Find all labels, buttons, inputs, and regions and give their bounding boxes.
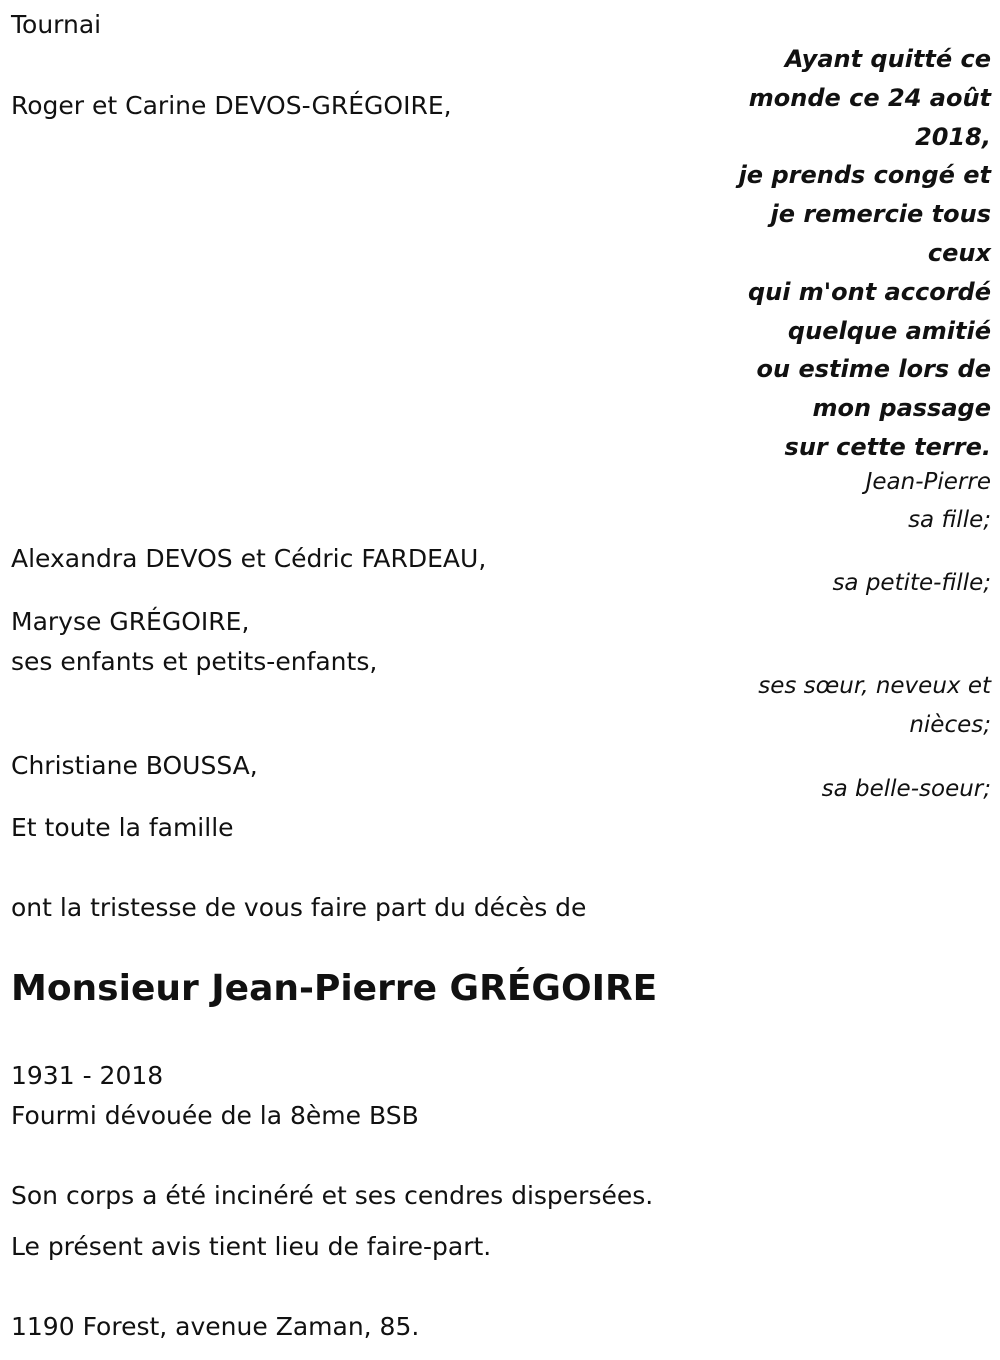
- deceased-name: Monsieur Jean-Pierre GRÉGOIRE: [11, 968, 658, 1009]
- poem-line: quelque amitié: [787, 316, 991, 345]
- family-sister-in-law: Christiane BOUSSA,: [11, 751, 258, 780]
- address: 1190 Forest, avenue Zaman, 85.: [11, 1312, 420, 1341]
- poem-line: ou estime lors de: [756, 355, 991, 384]
- family-sister: Maryse GRÉGOIRE,: [11, 607, 250, 636]
- relation-daughter: sa fille;: [908, 507, 991, 533]
- family-sister-family: ses enfants et petits-enfants,: [11, 647, 378, 676]
- poem-line: monde ce 24 août: [748, 83, 991, 112]
- poem-line: 2018,: [915, 122, 991, 151]
- deceased-years: 1931 - 2018: [11, 1061, 164, 1090]
- poem-line: qui m'ont accordé: [747, 277, 991, 306]
- poem-signature: Jean-Pierre: [865, 469, 991, 495]
- relation-siblings-line1: ses sœur, neveux et: [758, 673, 991, 699]
- family-all: Et toute la famille: [11, 813, 234, 842]
- poem-line: sur cette terre.: [784, 432, 991, 461]
- poem: [731, 40, 991, 467]
- family-children: Roger et Carine DEVOS-GRÉGOIRE,: [11, 91, 452, 120]
- relation-granddaughter: sa petite-fille;: [832, 570, 991, 596]
- remark-notice: Le présent avis tient lieu de faire-part.: [11, 1232, 492, 1261]
- poem-line: mon passage: [812, 394, 991, 423]
- poem-line: je remercie tous: [770, 200, 991, 229]
- relation-siblings-line2: nièces;: [909, 712, 991, 738]
- poem-line: Ayant quitté ce: [784, 45, 991, 73]
- city: Tournai: [11, 10, 102, 39]
- deceased-note: Fourmi dévouée de la 8ème BSB: [11, 1101, 419, 1130]
- announcement: ont la tristesse de vous faire part du décès de: [11, 893, 587, 922]
- remark-cremation: Son corps a été incinéré et ses cendres dispersées.: [11, 1181, 654, 1210]
- family-grandchild: Alexandra DEVOS et Cédric FARDEAU,: [11, 544, 487, 573]
- poem-line: ceux: [927, 238, 991, 267]
- relation-sister-in-law: sa belle-soeur;: [821, 776, 991, 802]
- poem-line: je prends congé et: [738, 161, 991, 190]
